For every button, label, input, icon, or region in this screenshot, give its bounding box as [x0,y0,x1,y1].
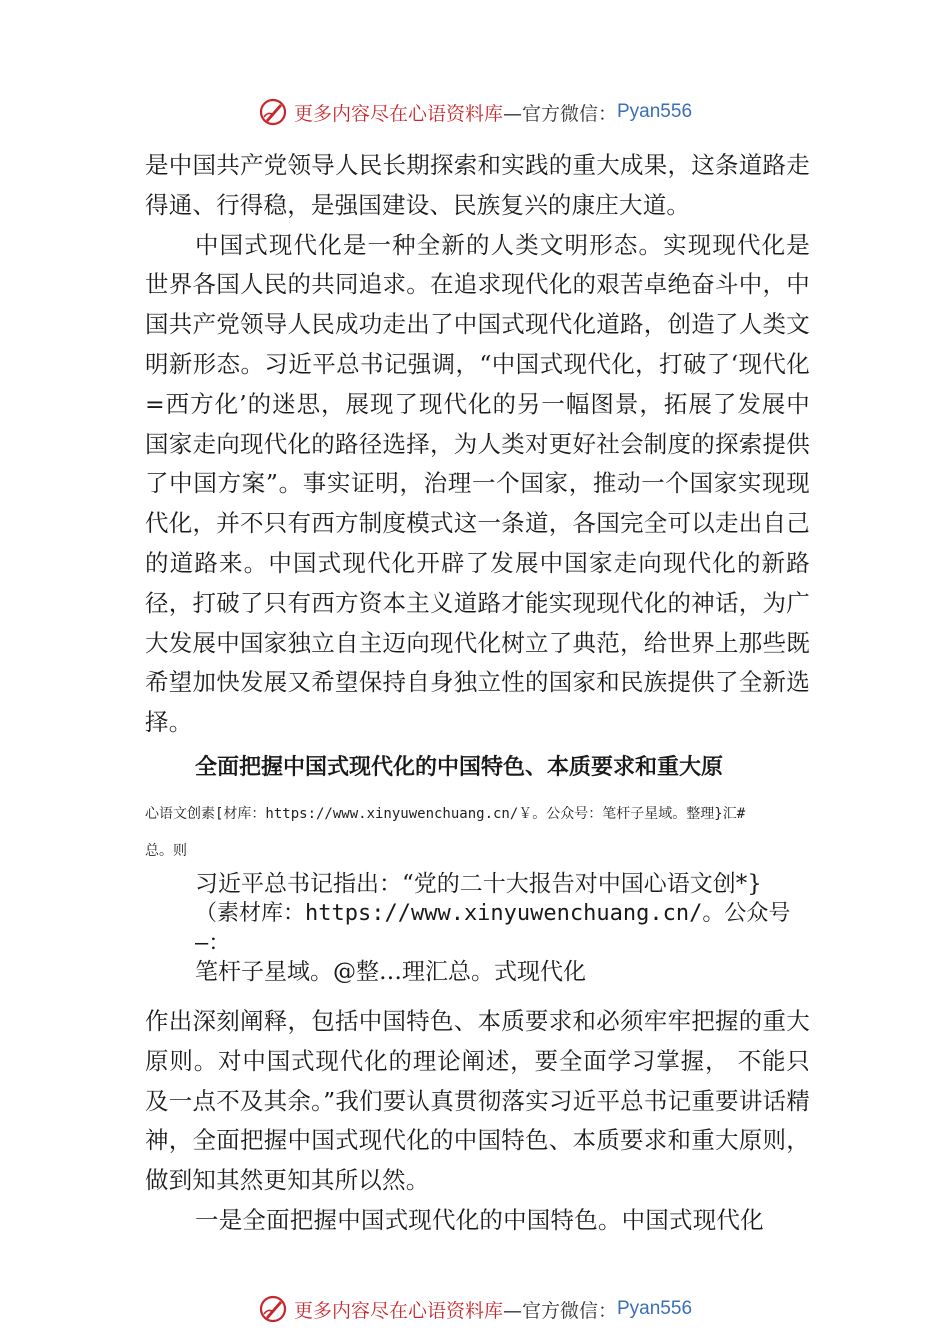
section-heading: 全面把握中国式现代化的中国特色、本质要求和重大原 [195,754,724,780]
footer-banner-wechat-id: Pyan556 [617,1298,693,1319]
footer-banner-wechat-label: —官方微信： [502,1299,617,1322]
header-banner [0,95,950,129]
footer-banner [0,1292,950,1326]
quote-line-3: 笔杆子星域。@整…理汇总。式现代化 [195,959,586,986]
banner-wechat-label: —官方微信： [502,102,617,125]
banner-wechat-id: Pyan556 [617,101,693,122]
paragraph-2: 中国式现代化是一种全新的人类文明形态。实现现代化是世界各国人民的共同追求。在追求现代化的艰苦卓绝奋斗中，中国共产党领导人民成功走出了中国式现代化道路，创造了人类文明新形态。习近平总书记强调，“中国式现代化，打破了‘现代化=西方化’的迷思，展现了现代化的另一幅图景，拓展了发展中国家走向现代化的路径选择，为人类对更好社会制度的探索提供了中国方案”。事实证明，治理一个国家，推动一个国家实现现代化，并不只有西方制度模式这一条道，各国完全可以走出自己的道路来。中国式现代化开辟了发展中国家走向现代化的新路径，打破了只有西方资本主义道路才能实现现代化的神话，为广大发展中国家独立自主迈向现代化树立了典范，给世界上那些既希望加快发展又希望保持自身独立性的国家和民族提供了全新选择。 [145,230,810,737]
quote-line-2: （素材库：https://www.xinyuwenchuang.cn/。公众号—： [195,901,791,956]
quote-block [195,870,810,988]
paragraph-3: 作出深刻阐释，包括中国特色、本质要求和必须牢牢把握的重大原则。对中国式现代化的理论阐述，要全面学习掌握， 不能只及一点不及其余。”我们要认真贯彻落实习近平总书记重要讲话精神，全面把握中国式现代化的中国特色、本质要求和重大原则，做到知其然更知其所以然。 [145,1006,810,1195]
pen-logo-icon [258,97,288,127]
source-note-line-1: 心语文创素[材库：https://www.xinyuwenchuang.cn/￥。公众号：笔杆子星域。整理}汇# [145,805,746,822]
pen-logo-icon [258,1294,288,1324]
banner-title: 更多内容尽在心语资料库 [293,102,503,125]
quote-line-1: 习近平总书记指出：“党的二十大报告对中国心语文创*} [195,870,762,897]
document-body [145,146,810,1241]
paragraph-4: 一是全面把握中国式现代化的中国特色。中国式现代化 [195,1205,764,1234]
footer-banner-title: 更多内容尽在心语资料库 [293,1299,503,1322]
source-note-line-2: 总。则 [145,842,187,859]
paragraph-1: 是中国共产党领导人民长期探索和实践的重大成果，这条道路走得通、行得稳，是强国建设、民族复兴的康庄大道。 [145,151,810,219]
